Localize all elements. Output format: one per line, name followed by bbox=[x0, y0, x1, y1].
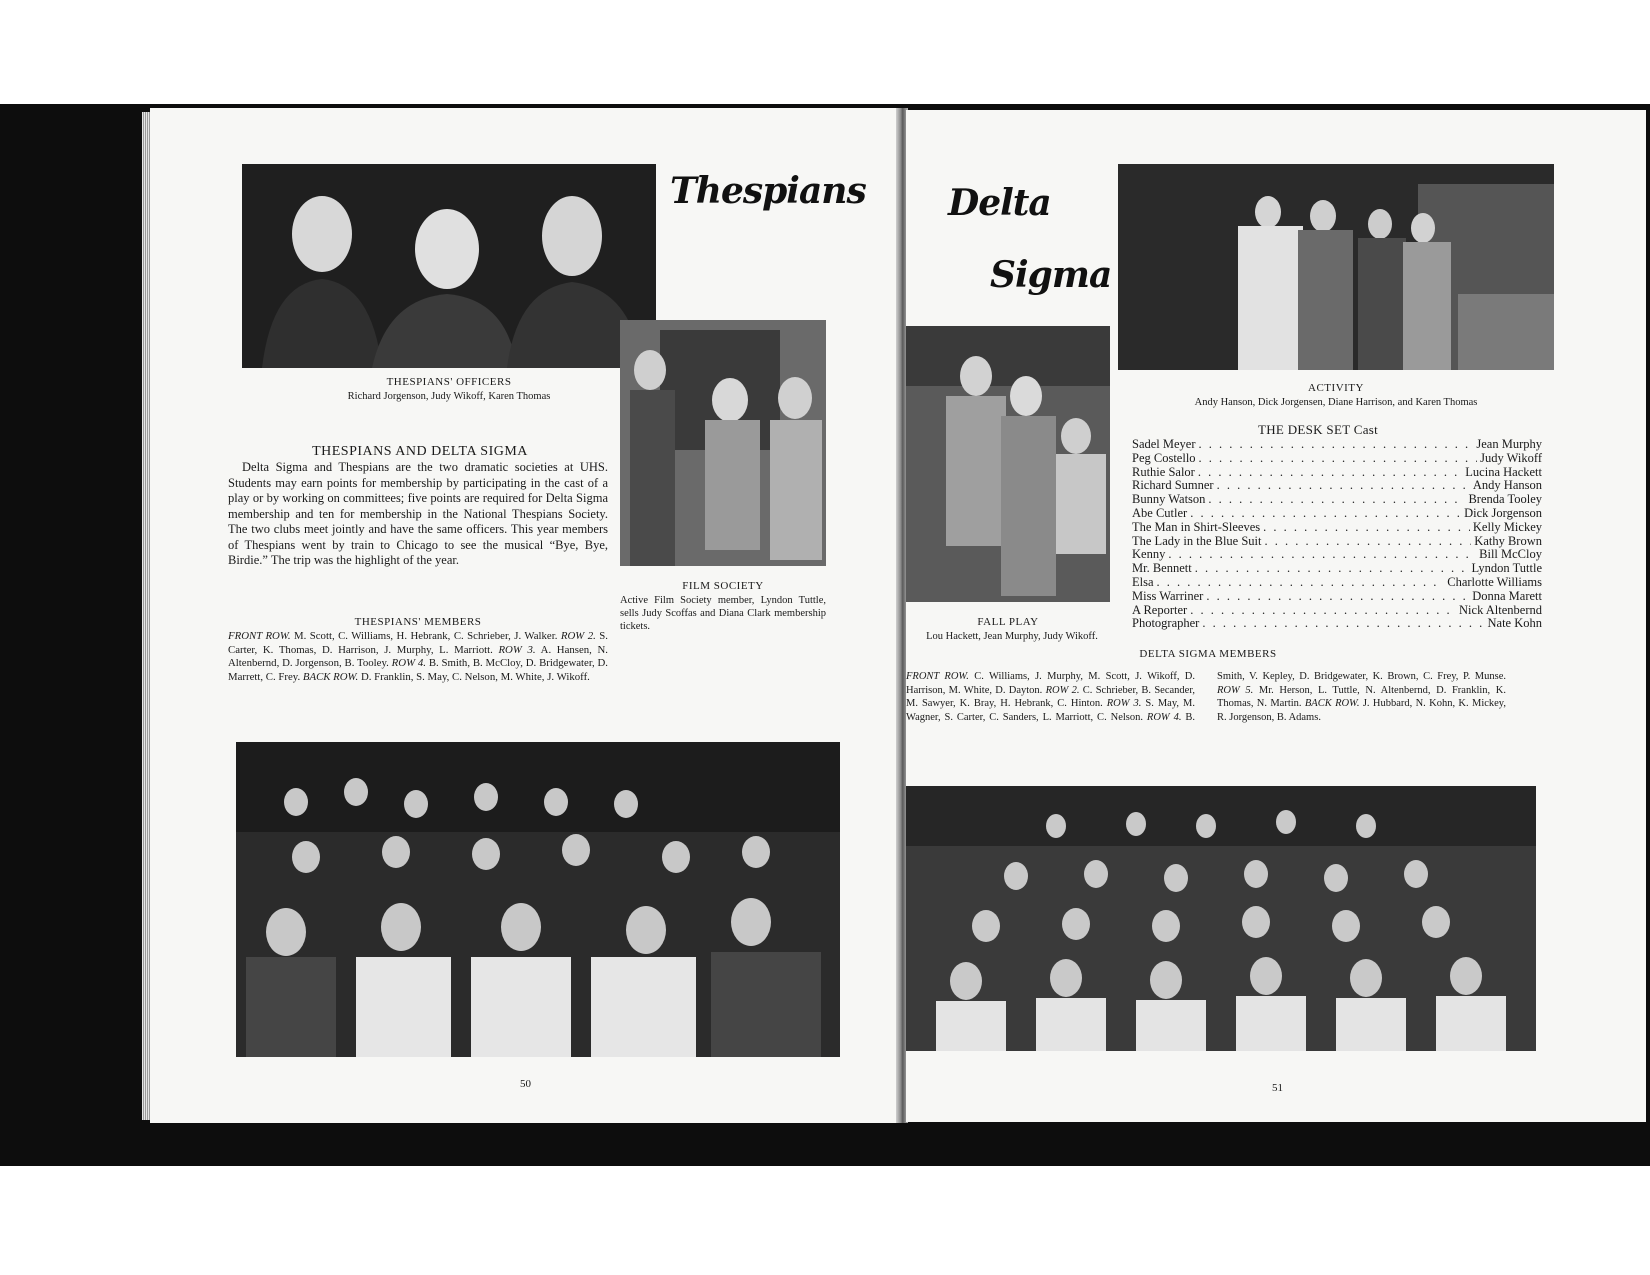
cast-row bbox=[1132, 535, 1542, 549]
cast-row bbox=[1132, 604, 1542, 618]
dot-leader bbox=[1265, 535, 1472, 549]
cast-row bbox=[1132, 521, 1542, 535]
page-number-left: 50 bbox=[520, 1078, 531, 1090]
dot-leader bbox=[1208, 493, 1465, 507]
thespians-title: Thespians bbox=[670, 170, 866, 212]
dot-leader bbox=[1157, 576, 1445, 590]
thespians-members-photo bbox=[236, 742, 840, 1057]
cast-row bbox=[1132, 576, 1542, 590]
member-row-names: J. Hubbard, N. Kohn, K. Mickey, R. Jorgenson, B. Adams. bbox=[1217, 698, 1506, 723]
cast-role: Elsa bbox=[1132, 574, 1154, 589]
cast-row bbox=[1132, 438, 1542, 452]
cast-row bbox=[1132, 548, 1542, 562]
member-row-label: ROW 2. bbox=[560, 630, 596, 642]
cast-row bbox=[1132, 562, 1542, 576]
member-row-names: B. Smith, V. Kepley, D. Bridgewater, K. Brown, C. Frey, P. Munse. bbox=[1185, 671, 1506, 723]
cast-row bbox=[1132, 590, 1542, 604]
dot-leader bbox=[1202, 617, 1484, 631]
cast-actor: Nick Altenbernd bbox=[1459, 602, 1542, 617]
cast-role: Abe Cutler bbox=[1132, 505, 1188, 520]
member-row-names: S. Carter, K. Thomas, D. Harrison, J. Murphy, L. Marriott. bbox=[228, 630, 608, 656]
cast-actor: Judy Wikoff bbox=[1480, 450, 1542, 465]
page-edge bbox=[142, 112, 150, 1120]
member-row-label: FRONT ROW. bbox=[906, 671, 969, 682]
member-row-label: ROW 5. bbox=[1217, 684, 1254, 696]
cast-actor: Brenda Tooley bbox=[1468, 492, 1542, 507]
member-row-label: ROW 4. bbox=[391, 657, 426, 669]
film-society-caption-text: Active Film Society member, Lyndon Tuttle, sells Judy Scoffas and Diana Clark membership tickets. bbox=[620, 595, 826, 632]
fall-play-caption-title: FALL PLAY bbox=[977, 616, 1039, 628]
cast-actor: Bill McCloy bbox=[1479, 547, 1542, 562]
member-row-label: ROW 3. bbox=[498, 643, 536, 656]
thespians-members-title: THESPIANS' MEMBERS bbox=[354, 616, 482, 628]
member-row-names: S. May, M. Wagner, S. Carter, C. Sanders, L. Marriott, C. Nelson. bbox=[906, 698, 1196, 723]
dot-leader bbox=[1190, 604, 1456, 618]
dot-leader bbox=[1198, 466, 1462, 480]
cast-actor: Donna Marett bbox=[1472, 588, 1542, 603]
cast-actor: Kathy Brown bbox=[1474, 533, 1542, 548]
dot-leader bbox=[1199, 452, 1478, 466]
activity-photo bbox=[1118, 164, 1554, 370]
cast-actor: Andy Hanson bbox=[1472, 478, 1542, 493]
delta-title: Delta bbox=[948, 182, 1051, 224]
cast-role: Kenny bbox=[1132, 547, 1166, 562]
left-page bbox=[150, 108, 902, 1123]
article-body: Delta Sigma and Thespians are the two dramatic societies at UHS. Students may earn points for membership by participating in the cast of a play or by working on committees; five points are required for Delta Sigma membership and ten for membership in the National Thespians Society. The two clubs meet jointly and have the same officers. This year members of Thespians went by train to Chicago to see the musical “Bye, Bye, Birdie.” The trip was the highlight of the year. bbox=[228, 460, 608, 567]
film-society-caption-title: FILM SOCIETY bbox=[682, 580, 764, 592]
member-row-label: ROW 2. bbox=[1045, 684, 1080, 696]
cast-role: Ruthie Salor bbox=[1132, 464, 1195, 479]
cast-actor: Kelly Mickey bbox=[1472, 519, 1542, 534]
right-page bbox=[906, 110, 1646, 1122]
cast-row bbox=[1132, 466, 1542, 480]
fall-play-photo bbox=[906, 326, 1110, 602]
cast-actor: Nate Kohn bbox=[1487, 616, 1542, 631]
cast-row bbox=[1132, 617, 1542, 631]
cast-row bbox=[1132, 507, 1542, 521]
member-row-label: ROW 4. bbox=[1146, 711, 1182, 723]
dot-leader bbox=[1263, 521, 1470, 535]
cast-role: The Lady in the Blue Suit bbox=[1132, 533, 1262, 548]
dot-leader bbox=[1217, 479, 1470, 493]
article-title: THESPIANS AND DELTA SIGMA bbox=[312, 444, 528, 459]
cast-actor: Charlotte Williams bbox=[1447, 574, 1542, 589]
dot-leader bbox=[1168, 548, 1476, 562]
member-row-names: C. Schrieber, B. Secander, M. Sawyer, K. Bray, H. Hebrank, C. Hinton. bbox=[906, 684, 1196, 709]
dot-leader bbox=[1190, 507, 1461, 521]
member-row-names: B. Smith, B. McCloy, D. Bridgewater, D. Marrett, C. Frey. bbox=[228, 657, 609, 683]
cast-role: Photographer bbox=[1132, 616, 1200, 631]
cast-row bbox=[1132, 479, 1542, 493]
cast-actor: Lucina Hackett bbox=[1465, 464, 1542, 479]
member-row-label: FRONT ROW. bbox=[228, 630, 291, 642]
delta-sigma-members-title: DELTA SIGMA MEMBERS bbox=[1139, 648, 1277, 660]
member-row-names: C. Williams, J. Murphy, M. Scott, J. Wikoff, D. Harrison, M. White, D. Dayton. bbox=[906, 671, 1196, 696]
member-row-label: BACK ROW. bbox=[1304, 698, 1360, 709]
activity-caption-names: Andy Hanson, Dick Jorgensen, Diane Harrison, and Karen Thomas bbox=[1194, 397, 1478, 408]
dot-leader bbox=[1195, 562, 1469, 576]
cast-row bbox=[1132, 452, 1542, 466]
cast-role: Sadel Meyer bbox=[1132, 437, 1196, 451]
cast-actor: Jean Murphy bbox=[1476, 437, 1542, 451]
cast-role: Miss Warriner bbox=[1132, 588, 1204, 603]
member-row-names: A. Hansen, N. Altenbernd, D. Jorgenson, B. Tooley. bbox=[228, 643, 608, 669]
page-number-right: 51 bbox=[1272, 1082, 1283, 1094]
delta-sigma-members-photo bbox=[906, 786, 1536, 1051]
delta-sigma-members-list bbox=[906, 670, 1506, 724]
cast-actor: Dick Jorgenson bbox=[1464, 505, 1542, 520]
member-row-names: Mr. Herson, L. Tuttle, N. Altenbernd, D. Franklin, K. Thomas, N. Martin. bbox=[1217, 684, 1506, 709]
dot-leader bbox=[1199, 438, 1474, 452]
dot-leader bbox=[1206, 590, 1469, 604]
member-row-names: M. Scott, C. Williams, H. Hebrank, C. Schrieber, J. Walker. bbox=[294, 630, 558, 642]
cast-list bbox=[1132, 438, 1542, 631]
member-row-label: ROW 3. bbox=[1106, 698, 1142, 709]
member-row-label: BACK ROW. bbox=[302, 670, 359, 683]
cast-role: Mr. Bennett bbox=[1132, 561, 1192, 576]
cast-title: THE DESK SET Cast bbox=[1258, 422, 1379, 437]
cast-actor: Lyndon Tuttle bbox=[1471, 561, 1542, 576]
cast-role: Bunny Watson bbox=[1132, 492, 1206, 507]
member-row-names: D. Franklin, S. May, C. Nelson, M. White, J. Wikoff. bbox=[360, 670, 590, 683]
cast-row bbox=[1132, 493, 1542, 507]
thespians-members-list bbox=[228, 630, 608, 684]
sigma-title: Sigma bbox=[990, 254, 1112, 296]
officers-caption-title: THESPIANS' OFFICERS bbox=[386, 376, 512, 388]
cast-role: The Man in Shirt-Sleeves bbox=[1132, 519, 1261, 534]
officers-photo bbox=[242, 164, 656, 368]
cast-role: A Reporter bbox=[1132, 602, 1188, 617]
activity-caption-title: ACTIVITY bbox=[1308, 382, 1364, 394]
film-society-photo bbox=[620, 320, 826, 566]
officers-caption-names: Richard Jorgenson, Judy Wikoff, Karen Thomas bbox=[347, 391, 551, 402]
cast-role: Peg Costello bbox=[1132, 450, 1196, 465]
cast-role: Richard Sumner bbox=[1132, 478, 1214, 493]
fall-play-caption-names: Lou Hackett, Jean Murphy, Judy Wikoff. bbox=[926, 631, 1098, 642]
